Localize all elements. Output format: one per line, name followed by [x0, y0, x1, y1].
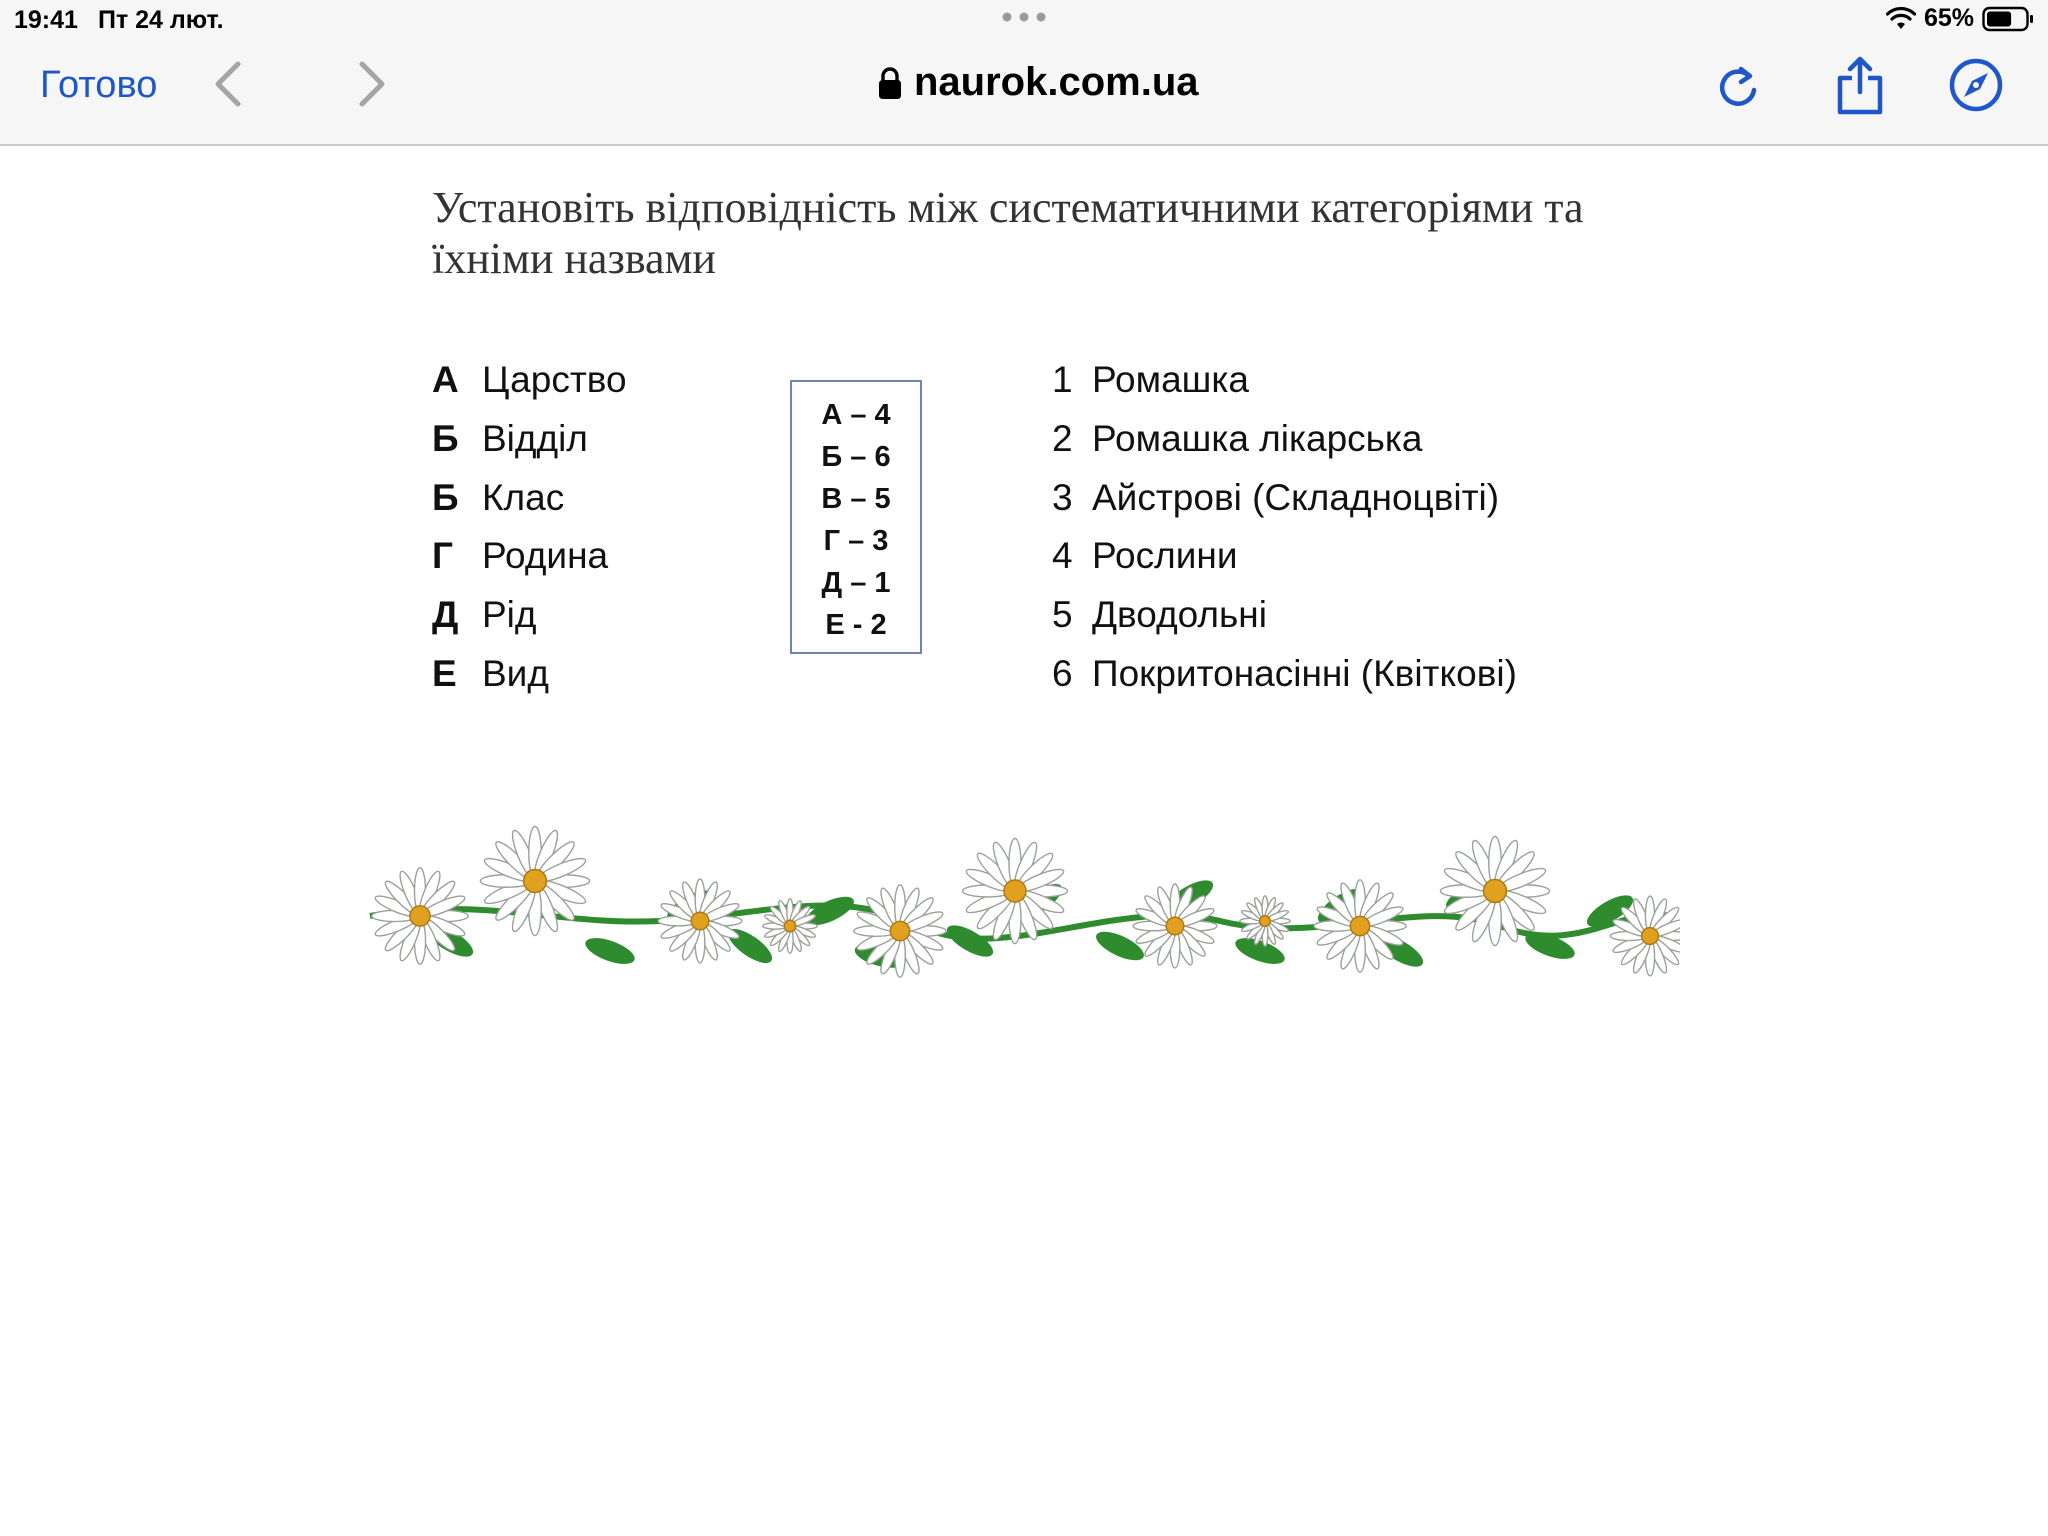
category-label: Царство — [482, 359, 627, 400]
answer-pair: Г – 3 — [823, 525, 889, 557]
status-indicators — [1886, 4, 2034, 33]
chevron-left-icon[interactable] — [208, 58, 248, 110]
category-item — [432, 586, 627, 645]
name-label: Покритонасінні (Квіткові) — [1092, 652, 1517, 694]
name-number: 6 — [1052, 652, 1073, 694]
answer-pair: А – 4 — [821, 399, 891, 431]
browser-toolbar — [0, 40, 2048, 146]
answer-pair: В – 5 — [821, 483, 891, 515]
name-label: Дводольні — [1092, 594, 1267, 636]
battery-icon — [1982, 6, 2034, 32]
name-number: 4 — [1052, 535, 1073, 577]
category-item — [432, 527, 627, 586]
name-number: 2 — [1052, 417, 1073, 459]
category-label: Родина — [482, 535, 609, 577]
category-letter: Б — [432, 417, 459, 459]
multitask-dots-icon[interactable] — [1000, 10, 1048, 24]
share-icon[interactable] — [1830, 54, 1890, 116]
daisy-garland-icon — [360, 746, 1680, 1086]
name-label: Ромашка лікарська — [1092, 417, 1423, 459]
name-label: Ромашка — [1092, 359, 1249, 400]
url-text: naurok.com.ua — [914, 60, 1199, 104]
address-bar[interactable] — [878, 60, 1199, 105]
name-item — [1052, 586, 1517, 645]
category-label: Вид — [482, 652, 549, 694]
category-letter: А — [432, 359, 459, 400]
names-list — [1052, 351, 1517, 704]
category-letter: Е — [432, 652, 457, 694]
lock-icon — [878, 66, 902, 100]
name-item — [1052, 351, 1517, 410]
question-text: Установіть відповідність між систематичними категоріями та їхніми назвами — [432, 183, 1584, 283]
category-letter: Г — [432, 535, 453, 577]
page-content — [0, 146, 2048, 1536]
category-label: Клас — [482, 476, 565, 518]
answer-pair: Б – 6 — [821, 441, 891, 473]
name-label: Айстрові (Складноцвіті) — [1092, 476, 1500, 518]
name-label: Рослини — [1092, 535, 1238, 577]
category-item — [432, 351, 627, 410]
status-bar — [0, 0, 2048, 40]
category-label: Рід — [482, 594, 537, 636]
chevron-right-icon[interactable] — [352, 58, 392, 110]
name-number: 3 — [1052, 476, 1073, 518]
name-item — [1052, 410, 1517, 469]
category-label: Відділ — [482, 417, 588, 459]
answer-pair: Е - 2 — [825, 609, 887, 641]
answer-pair: Д – 1 — [821, 567, 891, 599]
battery-percent: 65% — [1923, 4, 1974, 32]
category-item — [432, 645, 627, 704]
category-item — [432, 469, 627, 528]
category-letter: Д — [432, 594, 459, 636]
name-number: 1 — [1052, 359, 1073, 400]
category-item — [432, 410, 627, 469]
name-item — [1052, 469, 1517, 528]
category-letter: Б — [432, 476, 459, 518]
name-number: 5 — [1052, 594, 1073, 636]
answer-key-box — [790, 380, 922, 654]
reload-icon[interactable] — [1708, 54, 1768, 116]
name-item — [1052, 645, 1517, 704]
done-button[interactable]: Готово — [40, 64, 158, 106]
name-item — [1052, 527, 1517, 586]
status-date: Пт 24 лют. — [98, 6, 224, 34]
compass-icon[interactable] — [1946, 54, 2006, 116]
status-time: 19:41 — [14, 6, 78, 34]
categories-list — [432, 351, 627, 704]
wifi-icon — [1886, 7, 1916, 31]
